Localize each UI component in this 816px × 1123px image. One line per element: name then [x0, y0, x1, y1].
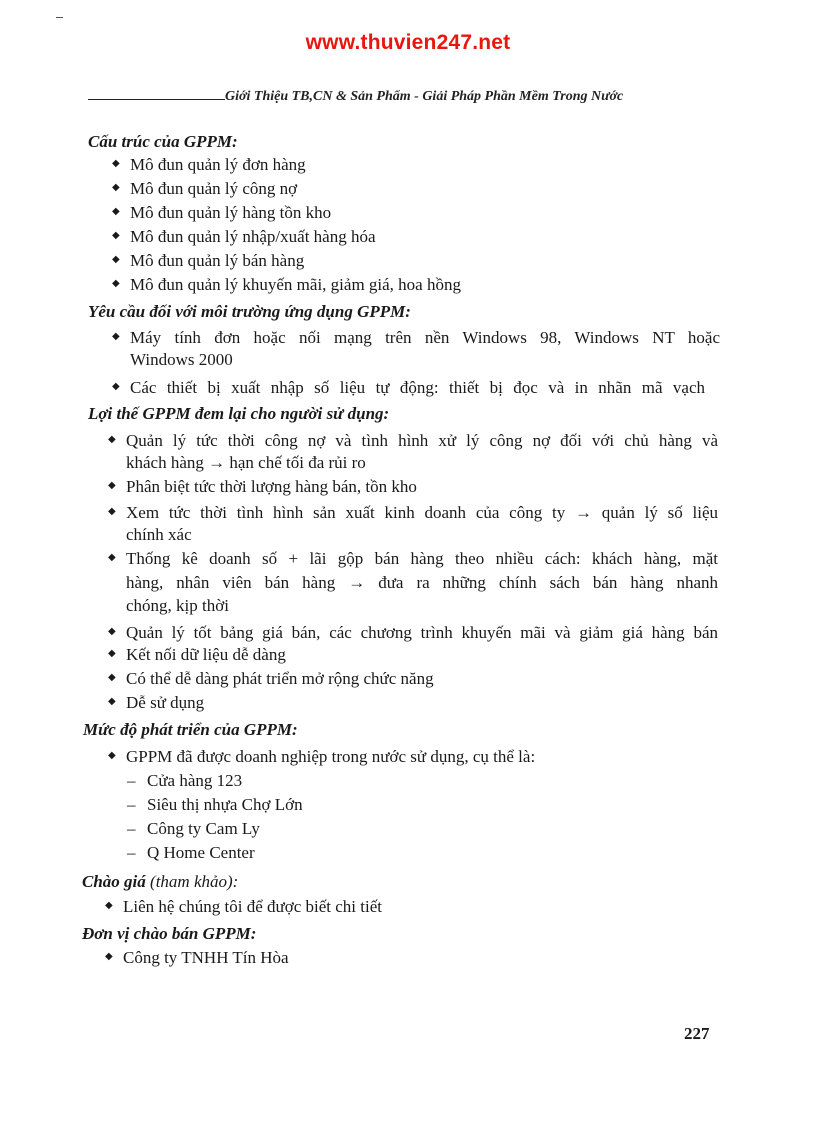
pricing-heading-note: (tham khảo): — [150, 872, 239, 891]
list-item-line: Phân biệt tức thời lượng hàng bán, tồn kho — [126, 477, 417, 496]
list-item: Mô đun quản lý nhập/xuất hàng hóa — [130, 227, 376, 246]
client-item: Q Home Center — [147, 843, 255, 862]
bullet-icon: ◆ — [112, 331, 120, 342]
bullet-icon: ◆ — [112, 254, 120, 265]
bullet-icon: ◆ — [108, 480, 116, 491]
section-heading-vendor: Đơn vị chào bán GPPM: — [82, 924, 257, 943]
watermark-url: www.thuvien247.net — [305, 31, 511, 54]
running-header: Giới Thiệu TB,CN & Sản Phẩm - Giải Pháp Phần Mềm Trong Nước — [225, 89, 624, 104]
bullet-icon: ◆ — [108, 696, 116, 707]
list-item-line: chóng, kịp thời — [126, 596, 229, 615]
list-item-line: Công ty TNHH Tín Hòa — [123, 948, 289, 967]
scan-edge-mark — [56, 17, 63, 18]
section-heading-pricing — [82, 872, 238, 892]
dash-marker: – — [127, 795, 136, 814]
bullet-icon: ◆ — [108, 434, 116, 445]
bullet-icon: ◆ — [112, 230, 120, 241]
client-item: Siêu thị nhựa Chợ Lớn — [147, 795, 303, 814]
list-item: Mô đun quản lý bán hàng — [130, 251, 305, 270]
list-item-line: Máy tính đơn hoặc nối mạng trên nền Windows 98, Windows NT hoặc — [130, 328, 720, 347]
bullet-icon: ◆ — [112, 182, 120, 193]
dash-marker: – — [127, 819, 136, 838]
bullet-icon: ◆ — [105, 900, 113, 911]
list-item-line: Xem tức thời tình hình sản xuất kinh doanh của công ty → quản lý số liệu — [126, 503, 718, 522]
list-item-line: Các thiết bị xuất nhập số liệu tự động: thiết bị đọc và in nhãn mã vạch — [130, 378, 705, 397]
list-item-line: Quản lý tức thời công nợ và tình hình xử lý công nợ đối với chủ hàng và — [126, 431, 718, 450]
bullet-icon: ◆ — [108, 672, 116, 683]
bullet-icon: ◆ — [108, 552, 116, 563]
list-item-line: khách hàng → hạn chế tối đa rủi ro — [126, 453, 366, 472]
list-item: Mô đun quản lý đơn hàng — [130, 155, 306, 174]
list-item-line: Kết nối dữ liệu dễ dàng — [126, 645, 286, 664]
bullet-icon: ◆ — [112, 206, 120, 217]
bullet-icon: ◆ — [105, 951, 113, 962]
dash-marker: – — [127, 843, 136, 862]
client-item: Cửa hàng 123 — [147, 771, 243, 790]
section-heading-adoption: Mức độ phát triển của GPPM: — [83, 720, 298, 739]
list-item: Mô đun quản lý hàng tồn kho — [130, 203, 332, 222]
list-item: Mô đun quản lý công nợ — [130, 179, 298, 198]
header-rule — [88, 99, 225, 100]
section-heading-requirements: Yêu cầu đối với môi trường ứng dụng GPPM: — [88, 302, 411, 321]
list-item: Mô đun quản lý khuyến mãi, giảm giá, hoa hồng — [130, 275, 461, 294]
bullet-icon: ◆ — [112, 381, 120, 392]
list-item-line: hàng, nhân viên bán hàng → đưa ra những chính sách bán hàng nhanh — [126, 573, 718, 592]
pricing-heading-text: Chào giá — [82, 872, 146, 891]
section-heading-benefits: Lợi thế GPPM đem lại cho người sử dụng: — [88, 404, 390, 423]
list-item-line: Dễ sử dụng — [126, 693, 205, 712]
page-number: 227 — [684, 1024, 710, 1043]
bullet-icon: ◆ — [108, 750, 116, 761]
list-item-line: Windows 2000 — [130, 350, 233, 369]
bullet-icon: ◆ — [112, 278, 120, 289]
list-item-line: chính xác — [126, 525, 192, 544]
client-item: Công ty Cam Ly — [147, 819, 260, 838]
list-item-line: Liên hệ chúng tôi để được biết chi tiết — [123, 897, 382, 916]
list-item-line: Quản lý tốt bảng giá bán, các chương trình khuyến mãi và giảm giá hàng bán — [126, 623, 718, 642]
list-item-line: Có thể dễ dàng phát triển mở rộng chức năng — [126, 669, 434, 688]
bullet-icon: ◆ — [108, 506, 116, 517]
dash-marker: – — [127, 771, 136, 790]
list-item-line: GPPM đã được doanh nghiệp trong nước sử dụng, cụ thể là: — [126, 747, 536, 766]
bullet-icon: ◆ — [108, 626, 116, 637]
bullet-icon: ◆ — [112, 158, 120, 169]
section-heading-structure: Cấu trúc của GPPM: — [88, 132, 238, 151]
bullet-icon: ◆ — [108, 648, 116, 659]
list-item-line: Thống kê doanh số + lãi gộp bán hàng theo nhiều cách: khách hàng, mặt — [126, 549, 718, 568]
